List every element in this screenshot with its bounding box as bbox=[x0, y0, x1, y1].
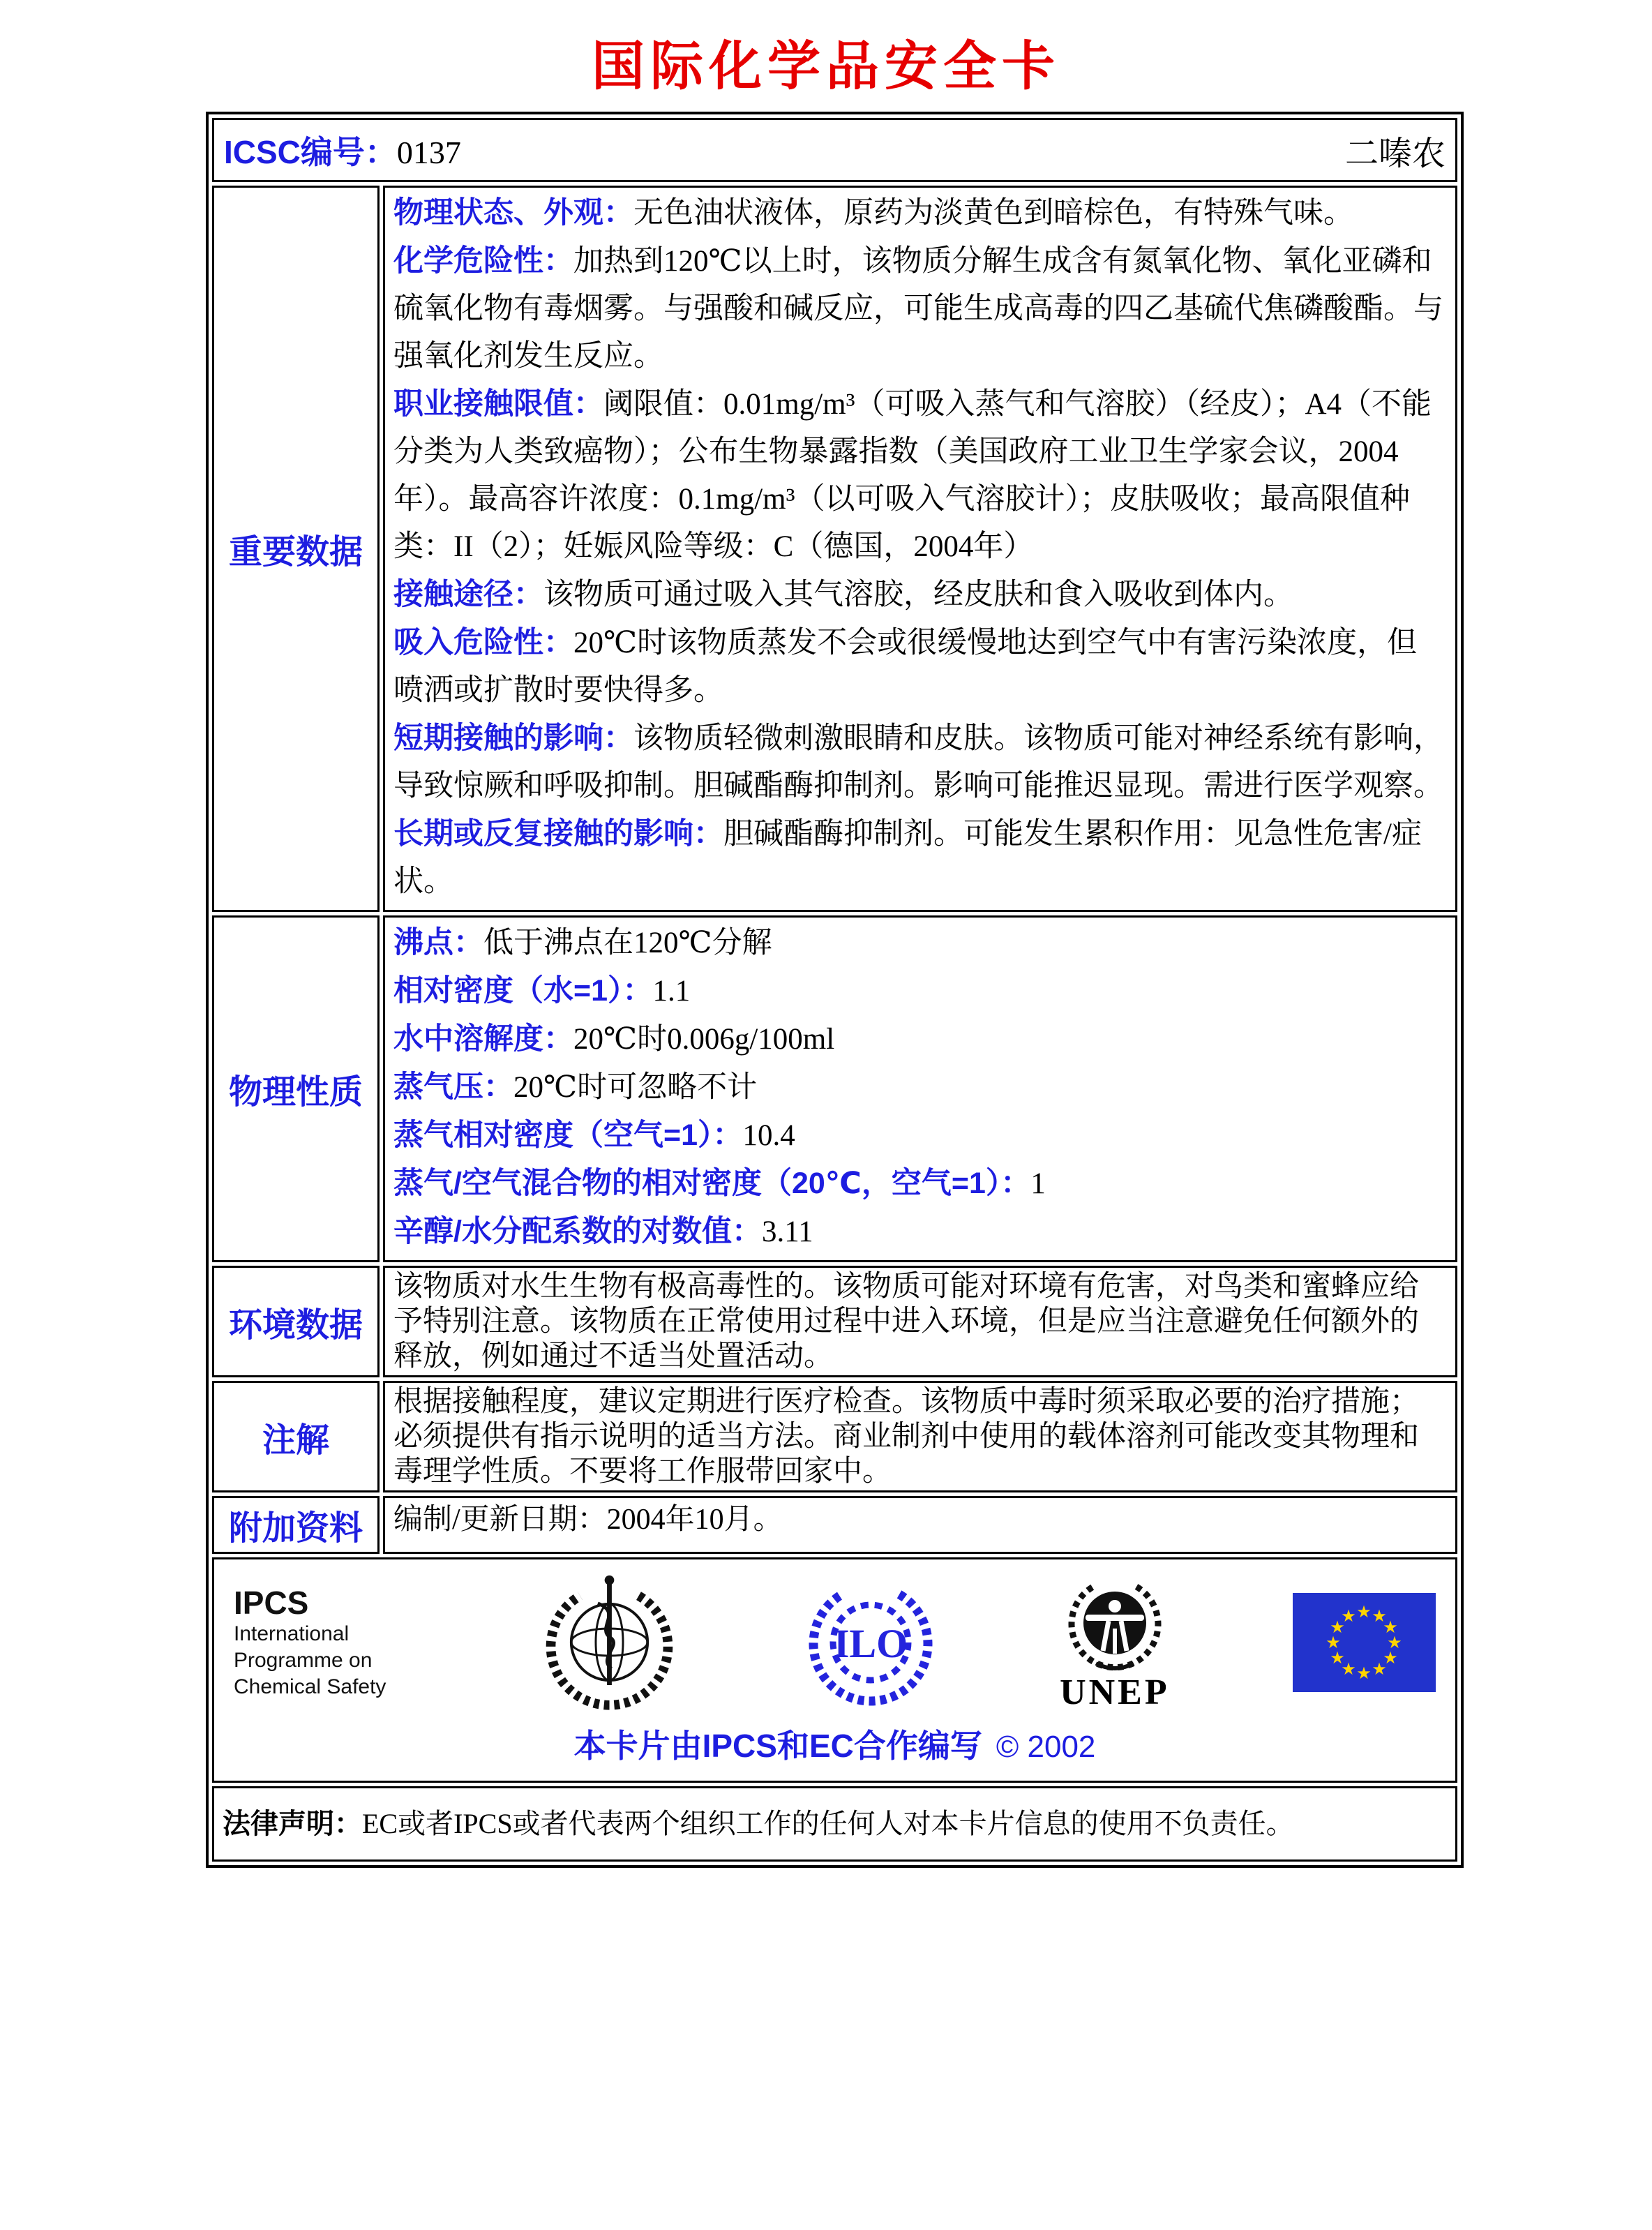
ipcs-acronym: IPCS bbox=[234, 1584, 309, 1621]
long-term-effects-item: 长期或反复接触的影响：胆碱酯酶抑制剂。可能发生累积作用：见急性危害/症状。 bbox=[393, 817, 1422, 898]
svg-text:★: ★ bbox=[1372, 1607, 1387, 1626]
short-term-effects-item: 短期接触的影响：该物质轻微刺激眼睛和皮肤。该物质可能对神经系统有影响，导致惊厥和呼吸抑制。胆碱酯酶抑制剂。影响可能推迟显现。需进行医学观察。 bbox=[393, 721, 1443, 802]
exposure-routes-item: 接触途径：该物质可通过吸入其气溶胶，经皮肤和食入吸收到体内。 bbox=[393, 578, 1293, 611]
boiling-point-item: 沸点：低于沸点在120℃分解 bbox=[393, 926, 772, 959]
relative-density-item: 相对密度（水=1）：1.1 bbox=[393, 974, 691, 1008]
svg-text:★: ★ bbox=[1383, 1649, 1398, 1668]
section-label-environment: 环境数据 bbox=[212, 1266, 380, 1377]
header-cell bbox=[212, 118, 1457, 182]
chemical-name: 二嗪农 bbox=[1344, 135, 1446, 172]
header-row bbox=[212, 118, 1457, 182]
vapor-air-mixture-density-item: 蒸气/空气混合物的相对密度（20℃，空气=1）：1 bbox=[393, 1167, 1046, 1200]
svg-text:★: ★ bbox=[1372, 1660, 1387, 1679]
svg-text:★: ★ bbox=[1356, 1664, 1372, 1683]
who-logo-icon bbox=[538, 1571, 681, 1714]
svg-text:★: ★ bbox=[1341, 1660, 1356, 1679]
environmental-data-row bbox=[212, 1266, 1457, 1377]
vapor-density-item: 蒸气相对密度（空气=1）：10.4 bbox=[393, 1118, 795, 1152]
chemical-danger-item: 化学危险性：加热到120℃以上时，该物质分解生成含有氮氧化物、氧化亚磷和硫氧化物有毒烟雾。与强酸和碱反应，可能生成高毒的四乙基硫代焦磷酸酯。与强氧化剂发生反应。 bbox=[393, 244, 1443, 373]
section-label-physical: 物理性质 bbox=[212, 915, 380, 1262]
svg-text:★: ★ bbox=[1330, 1618, 1345, 1637]
unep-logo-icon bbox=[1060, 1574, 1170, 1711]
icsc-number-label: ICSC编号： bbox=[224, 134, 397, 170]
svg-text:★: ★ bbox=[1383, 1618, 1398, 1637]
footer-copyright: © 2002 bbox=[996, 1730, 1096, 1764]
svg-text:★: ★ bbox=[1356, 1603, 1372, 1622]
logos-row bbox=[212, 1557, 1457, 1783]
legal-label: 法律声明： bbox=[223, 1809, 362, 1839]
section-label-important: 重要数据 bbox=[212, 186, 380, 912]
legal-row bbox=[212, 1786, 1457, 1862]
physical-properties-content bbox=[383, 915, 1457, 1262]
legal-cell bbox=[212, 1786, 1457, 1862]
svg-text:★: ★ bbox=[1326, 1633, 1341, 1652]
svg-text:★: ★ bbox=[1387, 1633, 1402, 1652]
footer-caption: 本卡片由IPCS和EC合作编写 bbox=[573, 1728, 982, 1764]
notes-content: 根据接触程度，建议定期进行医疗检查。该物质中毒时须采取必要的治疗措施；必须提供有指示说明的适当方法。商业制剂中使用的载体溶剂可能改变其物理和毒理学性质。不要将工作服带回家中。 bbox=[383, 1381, 1457, 1492]
octanol-water-coefficient-item: 辛醇/水分配系数的对数值：3.11 bbox=[393, 1215, 813, 1248]
environmental-data-content: 该物质对水生生物有极高毒性的。该物质可能对环境有危害，对鸟类和蜜蜂应给予特别注意。该物质在正常使用过程中进入环境，但是应当注意避免任何额外的释放，例如通过不适当处置活动。 bbox=[383, 1266, 1457, 1377]
card-table bbox=[209, 114, 1461, 1865]
vapor-pressure-item: 蒸气压：20℃时可忽略不计 bbox=[393, 1070, 758, 1104]
water-solubility-item: 水中溶解度：20℃时0.006g/100ml bbox=[393, 1022, 835, 1056]
additional-info-row bbox=[212, 1496, 1457, 1554]
ipcs-text-block: IPCS International Programme on Chemical Safety bbox=[234, 1585, 415, 1700]
additional-info-content: 编制/更新日期：2004年10月。 bbox=[383, 1496, 1457, 1554]
notes-row bbox=[212, 1381, 1457, 1492]
eu-flag-icon bbox=[1293, 1593, 1436, 1692]
page-title: 国际化学品安全卡 bbox=[592, 37, 1060, 96]
icsc-number-value: 0137 bbox=[396, 135, 461, 170]
card-frame bbox=[206, 112, 1464, 1868]
important-data-content bbox=[383, 186, 1457, 912]
legal-text: EC或者IPCS或者代表两个组织工作的任何人对本卡片信息的使用不负责任。 bbox=[362, 1808, 1294, 1839]
unep-wordmark: UNEP bbox=[1060, 1672, 1170, 1712]
footer-caption-line bbox=[223, 1721, 1447, 1767]
section-label-notes: 注解 bbox=[212, 1381, 380, 1492]
physical-properties-row bbox=[212, 915, 1457, 1262]
inhalation-risk-item: 吸入危险性：20℃时该物质蒸发不会或很缓慢地达到空气中有害污染浓度，但喷洒或扩散时要快得多。 bbox=[393, 626, 1418, 707]
ilo-letters: ILO bbox=[833, 1620, 908, 1666]
occupational-limits-item: 职业接触限值：阈限值：0.01mg/m³（可吸入蒸气和气溶胶）（经皮）；A4（不能分类为人类致癌物）；公布生物暴露指数（美国政府工业卫生学家会议，2004年）。最高容许浓度：0.1mg/m³（以可吸入气溶胶计）；皮肤吸收；最高限值种类：II（2）；妊娠风险等级：C（德国，2004年） bbox=[393, 387, 1432, 563]
important-data-row bbox=[212, 186, 1457, 912]
ilo-logo-icon bbox=[804, 1576, 937, 1709]
icsc-number bbox=[224, 127, 461, 173]
section-label-additional: 附加资料 bbox=[212, 1496, 380, 1554]
logos-cell bbox=[212, 1557, 1457, 1783]
svg-text:★: ★ bbox=[1341, 1607, 1356, 1626]
svg-text:★: ★ bbox=[1330, 1649, 1345, 1668]
physical-state-item: 物理状态、外观：无色油状液体，原药为淡黄色到暗棕色，有特殊气味。 bbox=[393, 196, 1353, 230]
